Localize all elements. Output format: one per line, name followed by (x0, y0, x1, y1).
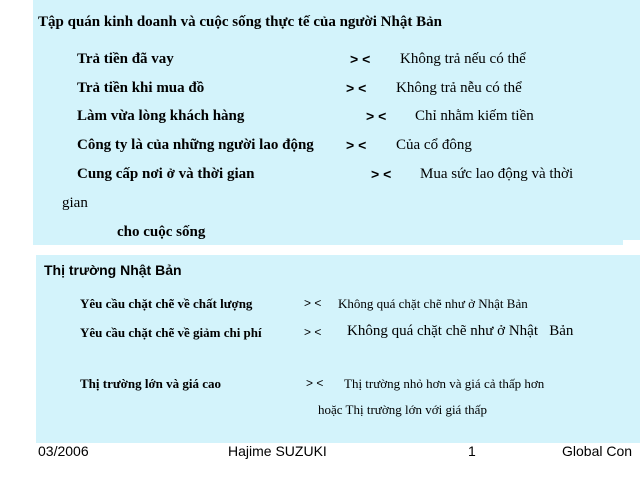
market-row3-right: Thị trường nhỏ hơn và giá cả thấp hơn (344, 376, 545, 391)
market-row1-right: Không quá chặt chẽ như ở Nhật Bản (338, 296, 528, 311)
footer-page-number: 1 (468, 443, 476, 459)
row5-right-wrap: gian (62, 195, 88, 211)
row5-right: Mua sức lao động và thời (420, 166, 574, 182)
footer-organization: Global Con (562, 443, 633, 459)
row5-left: Cung cấp nơi ở và thời gian (77, 166, 255, 182)
row1-operator: > < (350, 51, 371, 67)
row1-right: Không trả nếu có thể (400, 51, 526, 67)
market-row1-operator: > < (304, 296, 322, 310)
market-row2-operator: > < (304, 325, 322, 339)
section2-title: Thị trường Nhật Bản (44, 262, 182, 278)
row3-right: Chỉ nhằm kiếm tiền (415, 108, 534, 124)
footer-author: Hajime SUZUKI (228, 443, 327, 459)
row4-operator: > < (346, 137, 367, 153)
row3-operator: > < (366, 108, 387, 124)
row2-left: Trả tiền khi mua đồ (77, 80, 205, 96)
market-row3-extra: hoặc Thị trường lớn với giá thấp (318, 402, 487, 417)
row1-left: Trả tiền đã vay (77, 51, 174, 67)
market-row2-left: Yêu cầu chặt chẽ về giảm chi phí (80, 325, 262, 340)
row3-left: Làm vừa lòng khách hàng (77, 108, 245, 124)
row4-right: Của cổ đông (396, 137, 472, 153)
row4-left: Công ty là của những người lao động (77, 137, 314, 153)
row2-operator: > < (346, 80, 367, 96)
row2-right: Không trả nễu có thể (396, 80, 522, 96)
footer-date: 03/2006 (38, 443, 89, 459)
market-row1-left: Yêu cầu chặt chẽ về chất lượng (80, 296, 253, 311)
market-row3-operator: > < (306, 376, 324, 390)
section1-title: Tập quán kinh doanh và cuộc sống thực tế của người Nhật Bản (38, 14, 442, 30)
row5-operator: > < (371, 166, 392, 182)
market-row3-left: Thị trường lớn và giá cao (80, 376, 222, 391)
row5-left-wrap: cho cuộc sống (117, 224, 206, 240)
top-panel-extension (623, 0, 640, 240)
market-row2-right: Không quá chặt chẽ như ở Nhật Bản (347, 323, 574, 339)
